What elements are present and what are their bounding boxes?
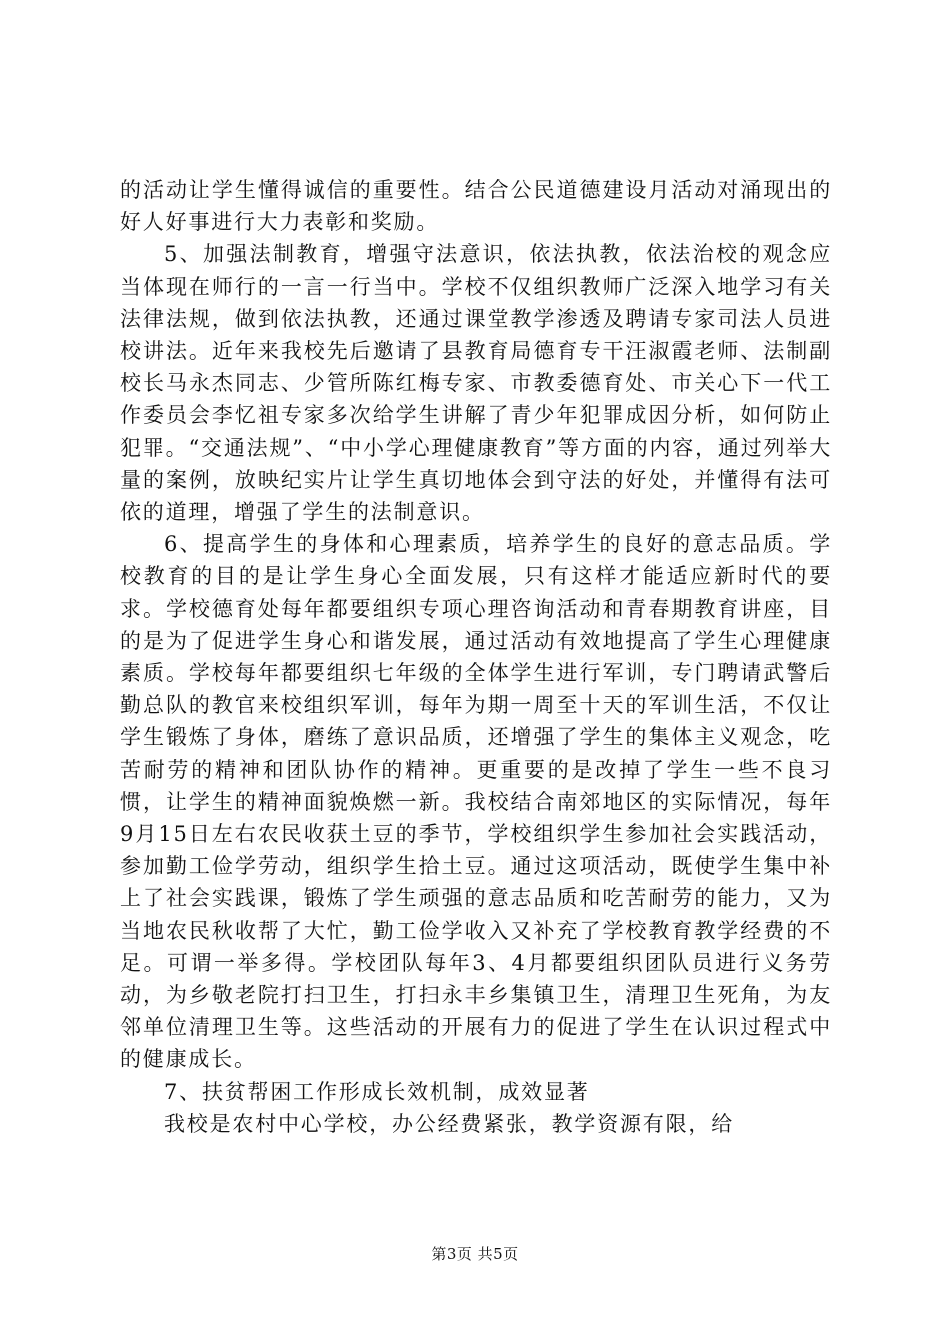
paragraph-heading-poverty-aid: 7、扶贫帮困工作形成长效机制，成效显著 [164, 1079, 590, 1104]
page-footer: 第3页 共5页 [431, 1245, 519, 1263]
paragraph-continuation: 的活动让学生懂得诚信的重要性。结合公民道德建设月活动对涌现出的好人好事进行大力表彰和奖励。 [120, 178, 832, 235]
document-body [120, 174, 832, 1140]
paragraph-physical-mental-quality: 6、提高学生的身体和心理素质，培养学生的良好的意志品质。学校教育的目的是让学生身心全面发展，只有这样才能适应新时代的要求。学校德育处每年都要组织专项心理咨询活动和青春期教育讲座，目的是为了促进学生身心和谐发展，通过活动有效地提高了学生心理健康素质。学校每年都要组织七年级的全体学生进行军训，专门聘请武警后勤总队的教官来校组织军训，每年为期一周至十天的军训生活，不仅让学生锻炼了身体，磨练了意识品质，还增强了学生的集体主义观念，吃苦耐劳的精神和团队协作的精神。更重要的是改掉了学生一些不良习惯，让学生的精神面貌焕燃一新。我校结合南郊地区的实际情况，每年9月15日左右农民收获土豆的季节，学校组织学生参加社会实践活动，参加勤工俭学劳动，组织学生拾土豆。通过这项活动，既使学生集中补上了社会实践课，锻炼了学生顽强的意志品质和吃苦耐劳的能力，又为当地农民秋收帮了大忙，勤工俭学收入又补充了学校教育教学经费的不足。可谓一举多得。学校团队每年3、4月都要组织团队员进行义务劳动，为乡敬老院打扫卫生，打扫永丰乡集镇卫生，清理卫生死角，为友邻单位清理卫生等。这些活动的开展有力的促进了学生在认识过程式中的健康成长。 [120, 532, 832, 1072]
paragraph-legal-education: 5、加强法制教育，增强守法意识，依法执教，依法治校的观念应当体现在师行的一言一行当中。学校不仅组织教师广泛深入地学习有关法律法规，做到依法执教，还通过课堂教学渗透及聘请专家司法人员进校讲法。近年来我校先后邀请了县教育局德育专干汪淑霞老师、法制副校长马永杰同志、少管所陈红梅专家、市教委德育处、市关心下一代工作委员会李忆祖专家多次给学生讲解了青少年犯罪成因分析，如何防止犯罪。“交通法规”、“中小学心理健康教育”等方面的内容，通过列举大量的案例，放映纪实片让学生真切地体会到守法的好处，并懂得有法可依的道理，增强了学生的法制意识。 [120, 242, 832, 525]
paragraph-rural-school: 我校是农村中心学校，办公经费紧张，教学资源有限，给 [164, 1111, 734, 1136]
